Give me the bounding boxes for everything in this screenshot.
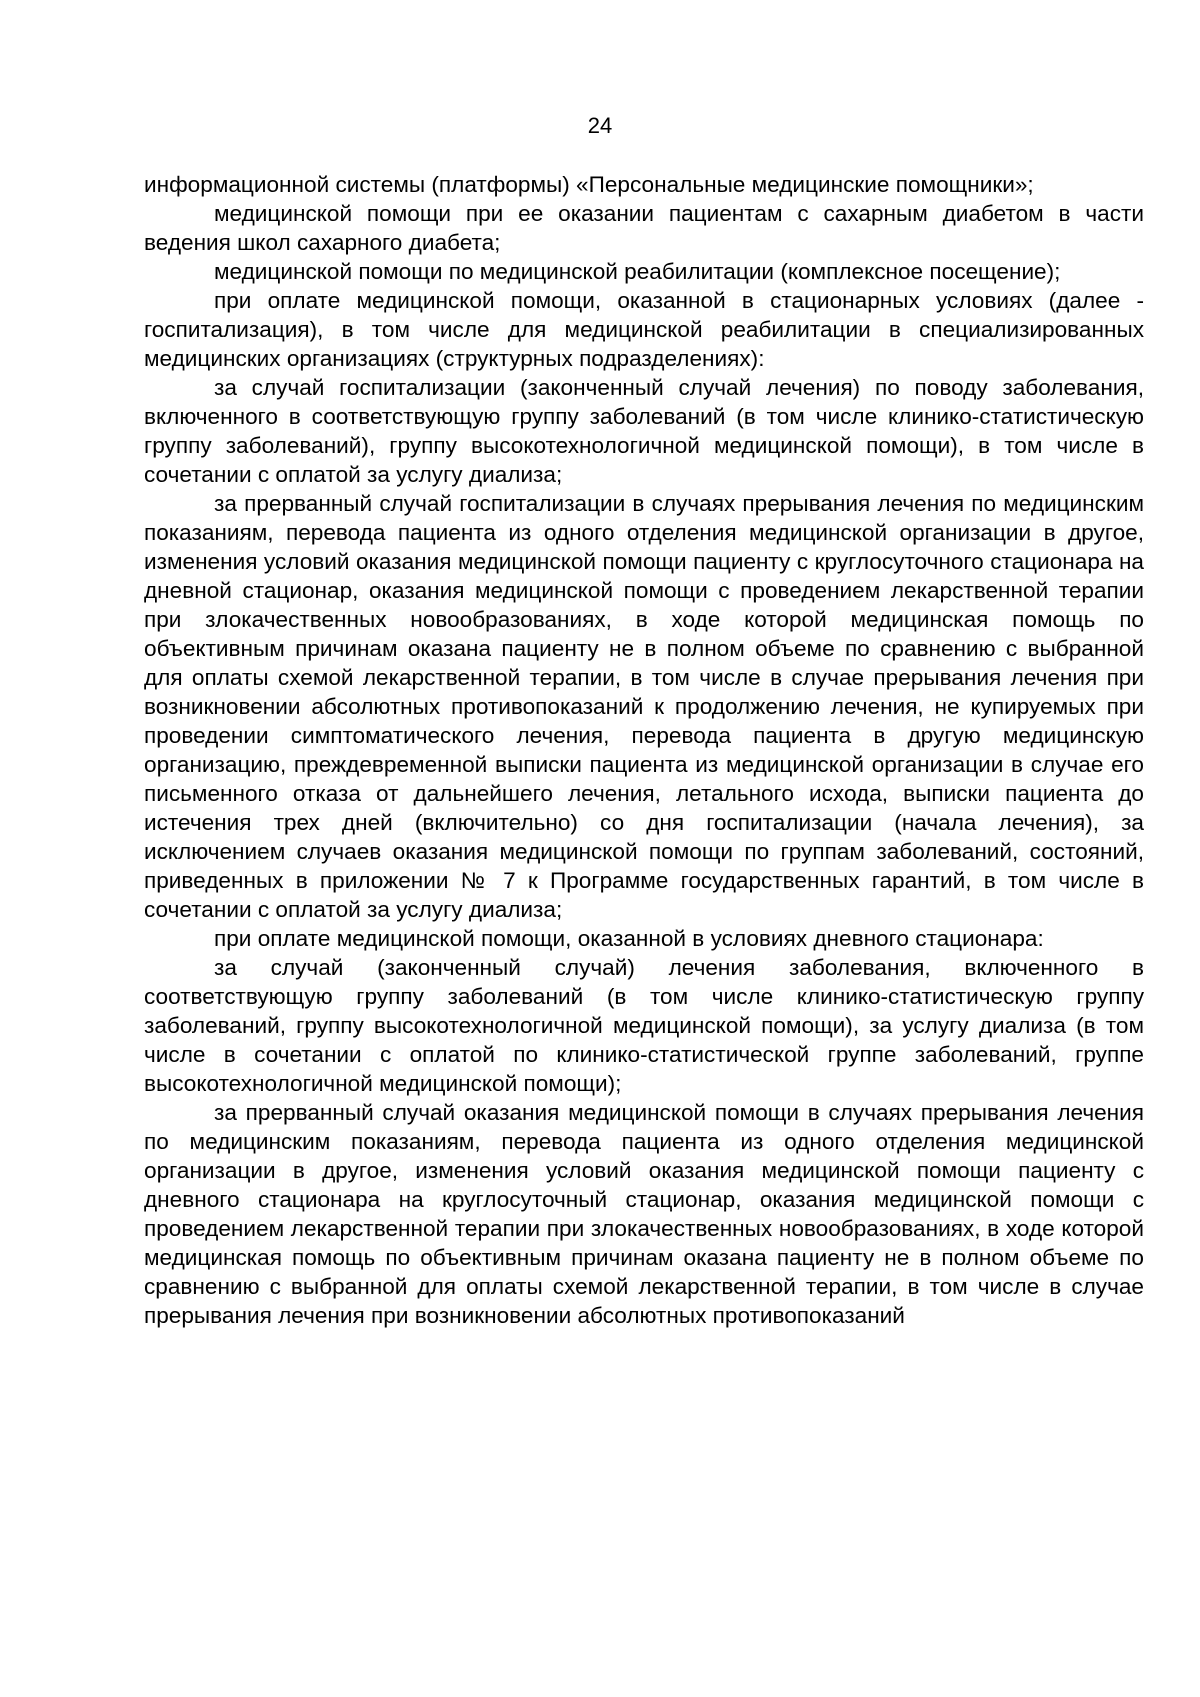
paragraph: медицинской помощи по медицинской реабилитации (комплексное посещение);: [214, 259, 1061, 284]
paragraph: при оплате медицинской помощи, оказанной в стационарных условиях (далее - госпитализация), в том числе для медицинской реабилитации в специализированных медицинских организациях (структурных подразделениях):: [144, 288, 1144, 371]
paragraph: за случай (законченный случай) лечения заболевания, включенного в соответствующую группу заболеваний (в том числе клинико-статистическую группу заболеваний, группу высокотехнологичной медицинской помощи), за услугу диализа (в том числе в сочетании с оплатой по клинико-статистической группе заболеваний, группе высокотехнологичной медицинской помощи);: [144, 955, 1144, 1096]
page-number: 24: [587, 113, 613, 138]
paragraph: за прерванный случай госпитализации в случаях прерывания лечения по медицинским показаниям, перевода пациента из одного отделения медицинской организации в другое, изменения условий оказания медицинской помощи пациенту с круглосуточного стационара на дневной стационар, оказания медицинской помощи с проведением лекарственной терапии при злокачественных новообразованиях, в ходе которой медицинская помощь по объективным причинам оказана пациенту не в полном объеме по сравнению с выбранной для оплаты схемой лекарственной терапии, в том числе в случае прерывания лечения при возникновении абсолютных противопоказаний к продолжению лечения, не купируемых при проведении симптоматического лечения, перевода пациента в другую медицинскую организацию, преждевременной выписки пациента из медицинской организации в случае его письменного отказа от дальнейшего лечения, летального исхода, выписки пациента до истечения трех дней (включительно) со дня госпитализации (начала лечения), за исключением случаев оказания медицинской помощи по группам заболеваний, состояний, приведенных в приложении № 7 к Программе государственных гарантий, в том числе в сочетании с оплатой за услугу диализа;: [144, 491, 1144, 922]
paragraph: медицинской помощи при ее оказании пациентам с сахарным диабетом в части ведения школ сахарного диабета;: [144, 201, 1144, 255]
document-body: [144, 170, 1144, 1330]
paragraph: информационной системы (платформы) «Персональные медицинские помощники»;: [144, 172, 1034, 197]
paragraph: при оплате медицинской помощи, оказанной в условиях дневного стационара:: [214, 926, 1044, 951]
paragraph: за прерванный случай оказания медицинской помощи в случаях прерывания лечения по медицинским показаниям, перевода пациента из одного отделения медицинской организации в другое, изменения условий оказания медицинской помощи пациенту с дневного стационара на круглосуточный стационар, оказания медицинской помощи с проведением лекарственной терапии при злокачественных новообразованиях, в ходе которой медицинская помощь по объективным причинам оказана пациенту не в полном объеме по сравнению с выбранной для оплаты схемой лекарственной терапии, в том числе в случае прерывания лечения при возникновении абсолютных противопоказаний: [144, 1100, 1144, 1328]
paragraph: за случай госпитализации (законченный случай лечения) по поводу заболевания, включенного в соответствующую группу заболеваний (в том числе клинико-статистическую группу заболеваний), группу высокотехнологичной медицинской помощи), в том числе в сочетании с оплатой за услугу диализа;: [144, 375, 1144, 487]
